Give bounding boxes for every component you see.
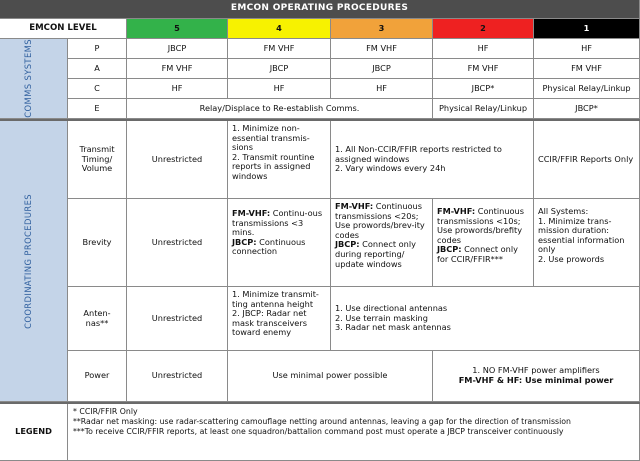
coord-timing-level-1: CCIR/FFIR Reports Only <box>534 121 640 199</box>
brevity-l1-item-1: 1. Minimize trans-mission duration: essential information only <box>538 215 625 255</box>
comms-e-levels-5-to-3: Relay/Displace to Re-establish Comms. <box>127 99 433 119</box>
coord-power-level-5: Unrestricted <box>127 351 228 402</box>
timing-l3-item-1: 1. All Non-CCIR/FFIR reports restricted to assigned windows <box>335 144 502 164</box>
table-title: EMCON OPERATING PROCEDURES <box>0 0 640 19</box>
coord-antennas-levels-3-to-1 <box>331 287 640 351</box>
brevity-l4-fmvhf <box>232 209 327 238</box>
brevity-l4-fmvhf-text: Continu-ous transmissions <3 mins. <box>232 208 323 238</box>
timing-l3-item-2: 2. Vary windows every 24h <box>335 163 446 174</box>
legend-line-1: * CCIR/FFIR Only <box>73 407 138 416</box>
comms-p-level-4: FM VHF <box>228 39 331 59</box>
coord-brevity-level-4 <box>228 199 331 287</box>
brevity-l2-fmvhf-key: FM-VHF: <box>437 206 476 216</box>
brevity-l3-fmvhf-text: Continuous transmissions <20s; Use prowords/brev-ity codes <box>335 201 425 240</box>
timing-l4-item-1: 1. Minimize non-essential transmis-sions <box>232 123 310 153</box>
comms-c-level-5: HF <box>127 79 228 99</box>
brevity-l3-jbcp <box>335 240 429 269</box>
coord-timing-level-4 <box>228 121 331 199</box>
antennas-l3-item-1: 1. Use directional antennas <box>335 303 448 314</box>
level-1-header: 1 <box>534 19 640 39</box>
brevity-l1-item-2: 2. Use prowords <box>538 253 605 264</box>
brevity-l2-jbcp <box>437 245 530 264</box>
brevity-l3-jbcp-text: Connect only during reporting/ update windows <box>335 239 416 269</box>
antennas-l4-item-1: 1. Minimize transmit-ting antenna height <box>232 289 319 309</box>
brevity-l4-jbcp-text: Continuous connection <box>232 236 306 257</box>
comms-c-level-3: HF <box>331 79 433 99</box>
brevity-l2-jbcp-key: JBCP: <box>437 244 462 255</box>
comms-key-a: A <box>68 59 127 79</box>
coordinating-procedures-section <box>0 121 68 402</box>
legend-line-2: **Radar net masking: use radar-scattering camouflage netting around antennas, leaving a gap for the direction of transmission <box>73 416 571 426</box>
coord-antennas-level-4 <box>228 287 331 351</box>
brevity-l4-fmvhf-key: FM-VHF: <box>232 208 271 218</box>
comms-key-c: C <box>68 79 127 99</box>
legend-text <box>68 404 640 461</box>
brevity-l1-heading: All Systems: <box>538 206 589 216</box>
comms-c-level-2: JBCP* <box>433 79 534 99</box>
legend-line-3: ***To receive CCIR/FFIR reports, at least one squadron/battalion command post must operate a JBCP transceiver continuously <box>73 426 564 436</box>
comms-e-level-1: JBCP* <box>534 99 640 119</box>
coord-brevity-level-1 <box>534 199 640 287</box>
comms-a-level-2: FM VHF <box>433 59 534 79</box>
comms-a-level-3: JBCP <box>331 59 433 79</box>
coord-brevity-level-2 <box>433 199 534 287</box>
brevity-l3-fmvhf <box>335 202 429 240</box>
coord-timing-levels-3-to-2 <box>331 121 534 199</box>
brevity-l2-jbcp-text: Connect only for CCIR/FFIR*** <box>437 244 518 264</box>
emcon-level-header: EMCON LEVEL <box>0 19 127 39</box>
comms-c-level-4: HF <box>228 79 331 99</box>
comms-a-level-1: FM VHF <box>534 59 640 79</box>
coord-antennas-level-5: Unrestricted <box>127 287 228 351</box>
comms-e-level-2: Physical Relay/Linkup <box>433 99 534 119</box>
coord-row-label-power: Power <box>68 351 127 402</box>
power-l2-item-1: 1. NO FM-VHF power amplifiers <box>472 365 600 376</box>
brevity-l3-fmvhf-key: FM-VHF: <box>335 201 374 211</box>
coord-brevity-level-3 <box>331 199 433 287</box>
brevity-l4-jbcp-key: JBCP: <box>232 236 257 247</box>
coord-power-levels-4-to-3: Use minimal power possible <box>228 351 433 402</box>
coord-row-label-timing: Transmit Timing/ Volume <box>68 121 127 199</box>
brevity-l2-fmvhf <box>437 207 530 245</box>
comms-systems-label: COMMS SYSTEMS <box>22 39 33 118</box>
level-4-header: 4 <box>228 19 331 39</box>
comms-systems-section <box>0 39 68 119</box>
comms-p-level-3: FM VHF <box>331 39 433 59</box>
power-l2-item-2: FM-VHF & HF: Use minimal power <box>458 375 614 385</box>
level-2-header: 2 <box>433 19 534 39</box>
coord-row-label-antennas: Anten-nas** <box>68 287 127 351</box>
coord-row-label-brevity: Brevity <box>68 199 127 287</box>
comms-key-p: P <box>68 39 127 59</box>
coord-timing-level-5: Unrestricted <box>127 121 228 199</box>
antennas-l3-item-3: 3. Radar net mask antennas <box>335 322 451 333</box>
comms-p-level-2: HF <box>433 39 534 59</box>
legend-label: LEGEND <box>0 404 68 461</box>
comms-a-level-4: JBCP <box>228 59 331 79</box>
level-5-header: 5 <box>127 19 228 39</box>
antennas-l3-item-2: 2. Use terrain masking <box>335 312 428 323</box>
brevity-l2-fmvhf-text: Continuous transmissions <10s; Use prowords/brefity codes <box>437 206 525 245</box>
brevity-l3-jbcp-key: JBCP: <box>335 239 360 250</box>
timing-l4-item-2: 2. Transmit rountine reports in assigned windows <box>232 151 315 181</box>
antennas-l4-item-2: 2. JBCP: Radar net mask transceivers toward enemy <box>232 308 307 338</box>
comms-c-level-1: Physical Relay/Linkup <box>534 79 640 99</box>
coordinating-procedures-label: COORDINATING PROCEDURES <box>22 193 33 329</box>
comms-a-level-5: FM VHF <box>127 59 228 79</box>
comms-p-level-1: HF <box>534 39 640 59</box>
brevity-l4-jbcp <box>232 238 327 257</box>
coord-brevity-level-5: Unrestricted <box>127 199 228 287</box>
comms-key-e: E <box>68 99 127 119</box>
level-3-header: 3 <box>331 19 433 39</box>
comms-p-level-5: JBCP <box>127 39 228 59</box>
coord-power-levels-2-to-1 <box>433 351 640 402</box>
